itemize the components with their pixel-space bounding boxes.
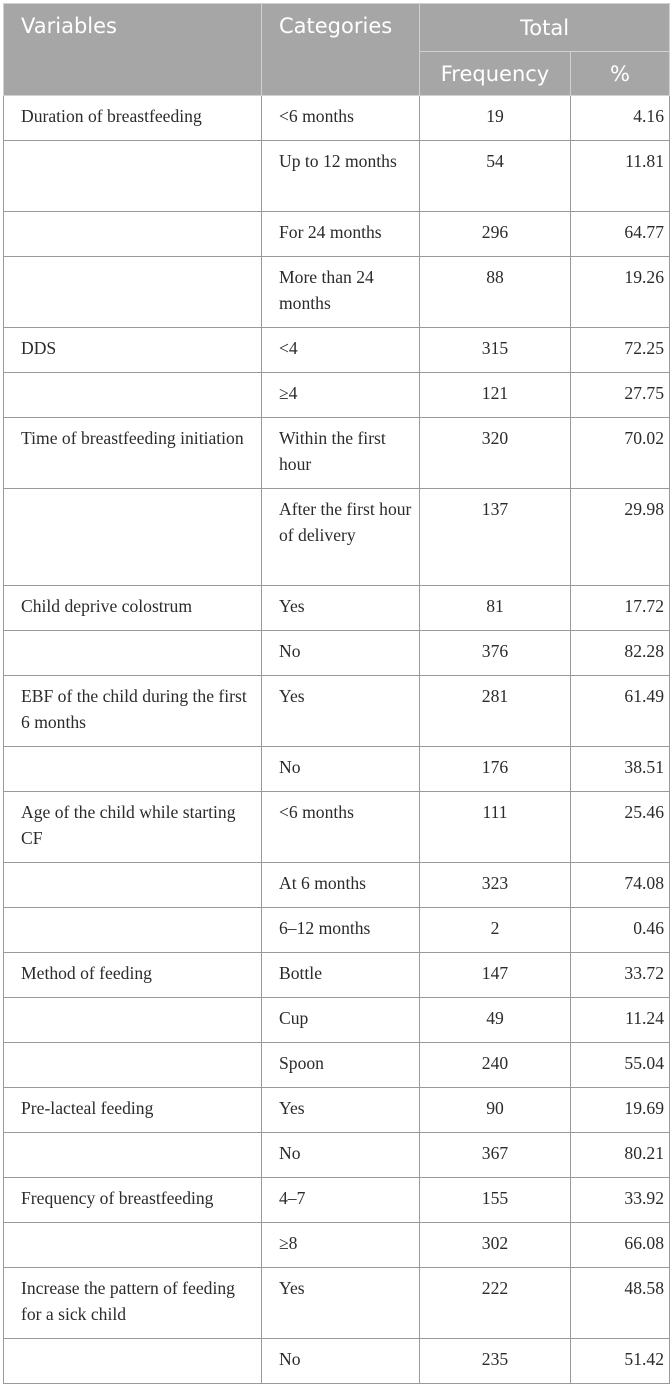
- cell-variable: [4, 373, 262, 418]
- cell-frequency: 240: [420, 1043, 571, 1088]
- cell-category: <6 months: [262, 96, 420, 141]
- cell-percent: 55.04: [571, 1043, 670, 1088]
- cell-percent: 51.42: [571, 1339, 670, 1384]
- table-row: [4, 1339, 670, 1384]
- cell-variable: Child deprive colostrum: [4, 586, 262, 631]
- cell-variable: [4, 212, 262, 257]
- cell-category: ≥4: [262, 373, 420, 418]
- cell-frequency: 81: [420, 586, 571, 631]
- header-frequency: Frequency: [420, 52, 571, 96]
- cell-frequency: 281: [420, 676, 571, 747]
- cell-percent: 61.49: [571, 676, 670, 747]
- cell-category: No: [262, 1133, 420, 1178]
- cell-percent: 80.21: [571, 1133, 670, 1178]
- table-row: [4, 1178, 670, 1223]
- header-total: Total: [420, 4, 670, 52]
- cell-frequency: 320: [420, 418, 571, 489]
- cell-percent: 4.16: [571, 96, 670, 141]
- cell-frequency: 222: [420, 1268, 571, 1339]
- cell-category: <6 months: [262, 792, 420, 863]
- table-row: [4, 1088, 670, 1133]
- cell-percent: 64.77: [571, 212, 670, 257]
- cell-frequency: 121: [420, 373, 571, 418]
- table-row: [4, 1223, 670, 1268]
- cell-category: Within the first hour: [262, 418, 420, 489]
- cell-variable: [4, 489, 262, 586]
- table-row: [4, 1043, 670, 1088]
- cell-percent: 70.02: [571, 418, 670, 489]
- cell-category: At 6 months: [262, 863, 420, 908]
- cell-category: Bottle: [262, 953, 420, 998]
- cell-variable: [4, 1223, 262, 1268]
- cell-percent: 72.25: [571, 328, 670, 373]
- cell-category: No: [262, 631, 420, 676]
- cell-variable: [4, 1339, 262, 1384]
- cell-category: ≥8: [262, 1223, 420, 1268]
- cell-frequency: 90: [420, 1088, 571, 1133]
- table-row: [4, 373, 670, 418]
- cell-percent: 11.81: [571, 141, 670, 212]
- cell-variable: EBF of the child during the first 6 months: [4, 676, 262, 747]
- cell-percent: 33.72: [571, 953, 670, 998]
- cell-variable: Method of feeding: [4, 953, 262, 998]
- cell-percent: 82.28: [571, 631, 670, 676]
- cell-percent: 0.46: [571, 908, 670, 953]
- cell-percent: 19.26: [571, 257, 670, 328]
- cell-category: 4–7: [262, 1178, 420, 1223]
- cell-percent: 17.72: [571, 586, 670, 631]
- cell-variable: [4, 1133, 262, 1178]
- cell-category: Yes: [262, 676, 420, 747]
- cell-percent: 25.46: [571, 792, 670, 863]
- feeding-practices-table: [3, 3, 670, 1384]
- cell-category: After the first hour of delivery: [262, 489, 420, 586]
- cell-percent: 33.92: [571, 1178, 670, 1223]
- cell-variable: Pre-lacteal feeding: [4, 1088, 262, 1133]
- cell-frequency: 88: [420, 257, 571, 328]
- cell-frequency: 111: [420, 792, 571, 863]
- cell-frequency: 2: [420, 908, 571, 953]
- cell-variable: [4, 631, 262, 676]
- cell-frequency: 155: [420, 1178, 571, 1223]
- cell-category: For 24 months: [262, 212, 420, 257]
- table-row: [4, 586, 670, 631]
- cell-category: Spoon: [262, 1043, 420, 1088]
- cell-variable: Time of breastfeeding initiation: [4, 418, 262, 489]
- cell-variable: [4, 998, 262, 1043]
- cell-variable: [4, 747, 262, 792]
- cell-category: Yes: [262, 586, 420, 631]
- table-row: [4, 418, 670, 489]
- table-row: [4, 747, 670, 792]
- cell-variable: [4, 1043, 262, 1088]
- table-row: [4, 998, 670, 1043]
- cell-variable: Increase the pattern of feeding for a sick child: [4, 1268, 262, 1339]
- table-row: [4, 328, 670, 373]
- cell-frequency: 49: [420, 998, 571, 1043]
- table-row: [4, 863, 670, 908]
- cell-variable: [4, 863, 262, 908]
- cell-frequency: 323: [420, 863, 571, 908]
- cell-category: 6–12 months: [262, 908, 420, 953]
- cell-frequency: 137: [420, 489, 571, 586]
- cell-percent: 48.58: [571, 1268, 670, 1339]
- header-percent: %: [571, 52, 670, 96]
- table-row: [4, 953, 670, 998]
- cell-frequency: 302: [420, 1223, 571, 1268]
- cell-frequency: 54: [420, 141, 571, 212]
- cell-category: <4: [262, 328, 420, 373]
- cell-category: No: [262, 747, 420, 792]
- cell-frequency: 235: [420, 1339, 571, 1384]
- cell-variable: [4, 908, 262, 953]
- table-row: [4, 96, 670, 141]
- header-categories: Categories: [262, 4, 420, 96]
- cell-percent: 11.24: [571, 998, 670, 1043]
- table-row: [4, 489, 670, 586]
- cell-category: Yes: [262, 1088, 420, 1133]
- table-row: [4, 212, 670, 257]
- cell-category: Up to 12 months: [262, 141, 420, 212]
- table-row: [4, 631, 670, 676]
- cell-variable: [4, 141, 262, 212]
- cell-percent: 74.08: [571, 863, 670, 908]
- table-row: [4, 792, 670, 863]
- cell-variable: [4, 257, 262, 328]
- cell-variable: Duration of breastfeeding: [4, 96, 262, 141]
- cell-frequency: 376: [420, 631, 571, 676]
- table-body: [4, 96, 670, 1384]
- cell-category: More than 24 months: [262, 257, 420, 328]
- cell-frequency: 147: [420, 953, 571, 998]
- table-row: [4, 257, 670, 328]
- cell-percent: 19.69: [571, 1088, 670, 1133]
- cell-frequency: 296: [420, 212, 571, 257]
- cell-frequency: 176: [420, 747, 571, 792]
- cell-percent: 27.75: [571, 373, 670, 418]
- cell-frequency: 367: [420, 1133, 571, 1178]
- cell-percent: 38.51: [571, 747, 670, 792]
- cell-percent: 29.98: [571, 489, 670, 586]
- cell-category: Yes: [262, 1268, 420, 1339]
- cell-variable: Age of the child while starting CF: [4, 792, 262, 863]
- cell-frequency: 315: [420, 328, 571, 373]
- table-row: [4, 1268, 670, 1339]
- table-row: [4, 676, 670, 747]
- table-row: [4, 141, 670, 212]
- cell-category: Cup: [262, 998, 420, 1043]
- cell-percent: 66.08: [571, 1223, 670, 1268]
- cell-variable: DDS: [4, 328, 262, 373]
- cell-frequency: 19: [420, 96, 571, 141]
- cell-category: No: [262, 1339, 420, 1384]
- cell-variable: Frequency of breastfeeding: [4, 1178, 262, 1223]
- table-row: [4, 908, 670, 953]
- header-variables: Variables: [4, 4, 262, 96]
- table-row: [4, 1133, 670, 1178]
